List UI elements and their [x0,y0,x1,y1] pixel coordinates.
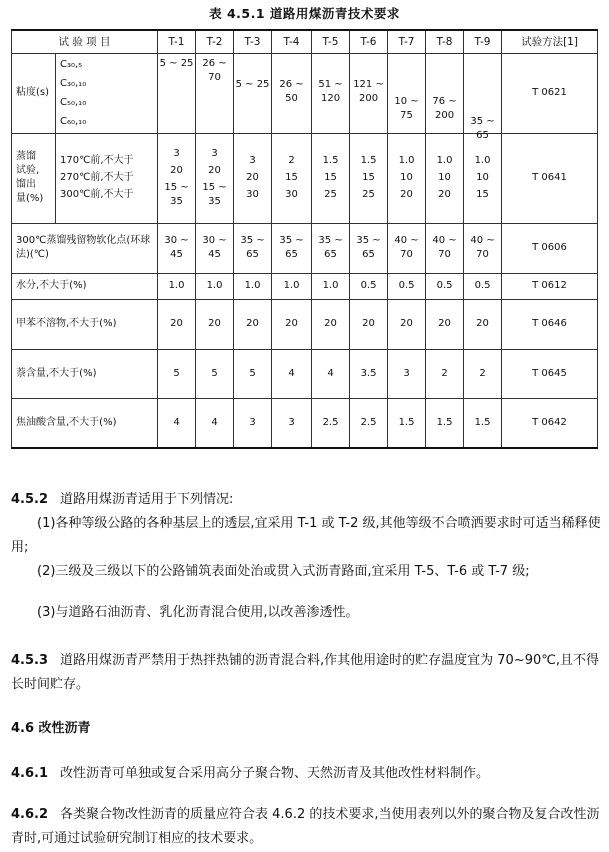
value-cell: 20 [464,299,502,349]
clause-4-5-2 [11,488,601,512]
value: 35 ~ 65 [470,115,495,141]
label-line: 试验, [16,165,40,176]
value: 10 [400,172,413,183]
value-cell: 30 ~ 45 [158,223,196,273]
viscosity-label: 粘度(s) [12,53,56,133]
value-cell [464,53,502,141]
method-cell: T 0606 [502,223,598,273]
method-cell: T 0621 [502,53,598,133]
method-cell: T 0641 [502,133,598,223]
clause-number: 4.5.3 [11,653,49,668]
value-cell: 40 ~ 70 [464,223,502,273]
table-row [12,299,598,349]
method-cell: T 0642 [502,398,598,448]
value-cell [350,53,388,133]
value: 20 [170,165,183,176]
value: 1.0 [398,155,415,166]
value-cell: 1.0 [158,273,196,299]
value-cell: 2.5 [312,398,350,448]
value-cell: 2 [464,349,502,398]
clause-number: 4.6.1 [11,766,49,781]
value-cell [196,53,234,133]
header-method: 试验方法[1] [502,30,598,53]
method-cell: T 0646 [502,299,598,349]
header-grade: T-5 [312,30,350,53]
value: 10 ~ 75 [394,95,419,121]
label-line: 馏出 [16,179,36,190]
table-row [12,53,598,133]
value: 15 [476,189,489,200]
value-cell: 2.5 [350,398,388,448]
value: 20 [246,172,259,183]
value-cell: 4 [158,398,196,448]
method-cell: T 0645 [502,349,598,398]
label-line: 量(%) [16,193,44,204]
value-cell [234,133,272,223]
value-cell [312,53,350,133]
sub-condition: C₃₀,₁₀ [60,77,87,89]
value-cell: 20 [426,299,464,349]
list-item: (2)三级及三级以下的公路铺筑表面处治或贯入式沥青路面,宜采用 T-5、T-6 或 T-7 级; [37,564,530,579]
value-cell: 1.5 [388,398,426,448]
value-cell: 0.5 [426,273,464,299]
row-label: 萘含量,不大于(%) [12,349,158,398]
clause-number: 4.5.2 [11,492,49,507]
value: 15 ~ 35 [202,182,227,207]
header-row [12,30,598,53]
value: 15 [362,172,375,183]
clause-4-5-3 [11,649,601,697]
value: 3 [249,155,256,166]
value-cell [312,133,350,223]
value: 5 ~ 25 [235,78,270,90]
value-cell: 35 ~ 65 [272,223,312,273]
row-label: 甲苯不溶物,不大于(%) [12,299,158,349]
value: 1.0 [436,155,453,166]
spec-table [11,29,598,449]
value-cell: 35 ~ 65 [350,223,388,273]
header-grade: T-3 [234,30,272,53]
value: 1.0 [474,155,491,166]
value-cell: 20 [272,299,312,349]
value: 20 [400,189,413,200]
value-cell: 4 [312,349,350,398]
header-grade: T-9 [464,30,502,53]
value: 20 [438,189,451,200]
value-cell: 0.5 [350,273,388,299]
value: 25 [362,189,375,200]
value-cell [158,133,196,223]
value: 51 ~ 120 [318,78,343,104]
header-item: 试 验 项 目 [12,30,158,53]
row-label: 300℃蒸馏残留物软化点(环球法)(℃) [12,223,158,273]
table-caption: 表 4.5.1 道路用煤沥青技术要求 [209,6,400,21]
value-cell: 35 ~ 65 [312,223,350,273]
value-cell: 1.5 [426,398,464,448]
value-cell: 0.5 [464,273,502,299]
value-cell: 2 [426,349,464,398]
value-cell: 20 [196,299,234,349]
value-cell: 4 [272,349,312,398]
value-cell: 40 ~ 70 [426,223,464,273]
sub-condition: 270℃前,不大于 [60,172,134,183]
table-row [12,133,598,223]
value-cell [388,133,426,223]
list-item: (1)各种等级公路的各种基层上的透层,宜采用 T-1 或 T-2 级,其他等级不合喷洒要求时可适当稀释使用; [11,516,601,555]
sub-condition: 300℃前,不大于 [60,189,134,200]
value: 26 ~ 70 [202,57,227,83]
value-cell [234,53,272,133]
value-cell: 1.0 [234,273,272,299]
clause-number: 4.6.2 [11,807,49,822]
value-cell [426,133,464,223]
header-grade: T-7 [388,30,426,53]
value-cell [158,53,196,133]
header-grade: T-1 [158,30,196,53]
header-grade: T-4 [272,30,312,53]
value-cell: 1.0 [272,273,312,299]
value: 30 [246,189,259,200]
clause-text: 道路用煤沥青严禁用于热拌热铺的沥青混合料,作其他用途时的贮存温度宜为 70~90℃,且不得长时间贮存。 [11,653,599,692]
value-cell: 20 [388,299,426,349]
list-item: (3)与道路石油沥青、乳化沥青混合使用,以改善渗透性。 [37,605,359,620]
row-label: 焦油酸含量,不大于(%) [12,398,158,448]
value-cell: 1.5 [464,398,502,448]
value: 20 [208,165,221,176]
value: 3 [173,148,180,159]
value: 10 [476,172,489,183]
value-cell: 0.5 [388,273,426,299]
header-grade: T-6 [350,30,388,53]
sub-condition: C₆₀,₁₀ [60,115,87,127]
value-cell: 1.0 [196,273,234,299]
value: 10 [438,172,451,183]
table-row [12,398,598,448]
value: 76 ~ 200 [432,95,457,121]
sub-condition: 170℃前,不大于 [60,155,134,166]
value-cell: 3.5 [350,349,388,398]
value: 15 [324,172,337,183]
viscosity-subs [56,53,158,133]
value-cell [350,133,388,223]
clause-text: 改性沥青可单独或复合采用高分子聚合物、天然沥青及其他改性材料制作。 [60,766,490,781]
header-grade: T-8 [426,30,464,53]
method-cell: T 0612 [502,273,598,299]
value-cell: 20 [234,299,272,349]
value: 15 [285,172,298,183]
label-line: 蒸馏 [16,151,36,162]
value: 25 [324,189,337,200]
value-cell: 1.0 [312,273,350,299]
value-cell: 5 [234,349,272,398]
sub-condition: C₃₀,₅ [60,58,83,70]
value-cell: 20 [158,299,196,349]
value: 30 [285,189,298,200]
value-cell: 3 [234,398,272,448]
value-cell: 3 [388,349,426,398]
sub-condition: C₅₀,₁₀ [60,96,87,108]
section-heading: 4.6 改性沥青 [11,721,91,736]
value-cell: 5 [196,349,234,398]
value: 2 [288,155,295,166]
value-cell: 40 ~ 70 [388,223,426,273]
value-cell [272,53,312,133]
distill-label [12,133,56,223]
distill-subs [56,133,158,223]
value-cell [464,133,502,223]
value-cell: 3 [272,398,312,448]
value-cell: 35 ~ 65 [234,223,272,273]
value: 3 [211,148,218,159]
value-cell: 30 ~ 45 [196,223,234,273]
table-row [12,349,598,398]
value: 26 ~ 50 [279,78,304,104]
value-cell: 5 [158,349,196,398]
value: 15 ~ 35 [164,182,189,207]
value: 1.5 [360,155,377,166]
value-cell [272,133,312,223]
value-cell [196,133,234,223]
value: 121 ~ 200 [353,78,384,104]
row-label: 水分,不大于(%) [12,273,158,299]
header-grade: T-2 [196,30,234,53]
value-cell: 20 [312,299,350,349]
value-cell [388,53,426,133]
value-cell: 4 [196,398,234,448]
table-row [12,273,598,299]
clause-4-6-1 [11,762,601,786]
value-cell [426,53,464,133]
value: 1.5 [322,155,339,166]
value-cell: 20 [350,299,388,349]
value: 5 ~ 25 [159,57,194,69]
clause-4-6-2 [11,803,601,851]
clause-text: 道路用煤沥青适用于下列情况: [60,492,234,507]
clause-text: 各类聚合物改性沥青的质量应符合表 4.6.2 的技术要求,当使用表列以外的聚合物及复合改性沥青时,可通过试验研究制订相应的技术要求。 [11,807,600,846]
table-row [12,223,598,273]
